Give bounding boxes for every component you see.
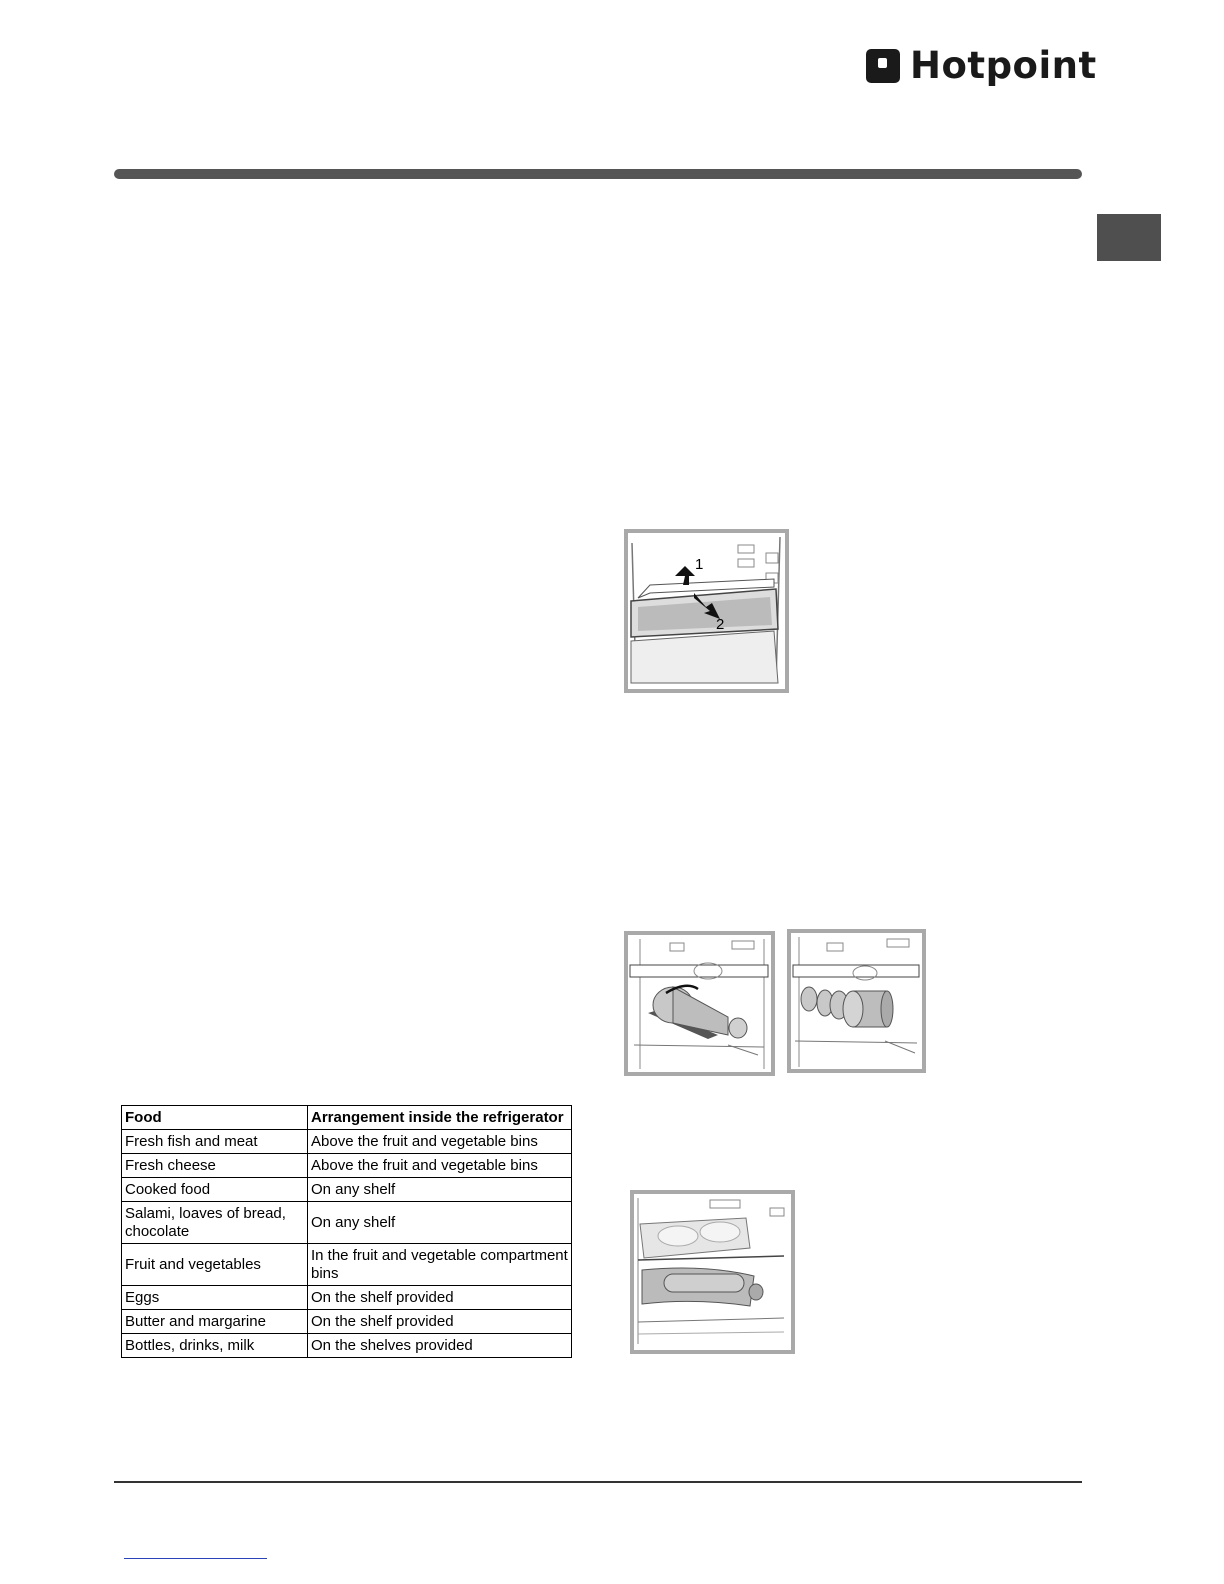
table-header-row bbox=[122, 1106, 572, 1130]
arrangement-cell: On the shelves provided bbox=[308, 1334, 572, 1358]
bottle-holder-illustration bbox=[630, 1190, 795, 1354]
table-row bbox=[122, 1286, 572, 1310]
footer-link-underline[interactable] bbox=[124, 1558, 267, 1559]
shelf-removal-illustration bbox=[624, 529, 789, 693]
table-row bbox=[122, 1178, 572, 1202]
food-arrangement-table bbox=[121, 1105, 572, 1358]
hotpoint-logo-icon bbox=[866, 49, 900, 83]
brand-name: Hotpoint bbox=[910, 44, 1097, 87]
table-row bbox=[122, 1154, 572, 1178]
arrangement-cell: On the shelf provided bbox=[308, 1286, 572, 1310]
table-row bbox=[122, 1130, 572, 1154]
hotpoint-logo bbox=[866, 44, 1097, 88]
step-2-label: 2 bbox=[716, 616, 725, 633]
food-cell: Fruit and vegetables bbox=[122, 1244, 308, 1286]
step-1-label: 1 bbox=[695, 556, 704, 573]
shelf-removal-drawing bbox=[628, 533, 785, 689]
food-cell: Bottles, drinks, milk bbox=[122, 1334, 308, 1358]
food-cell: Eggs bbox=[122, 1286, 308, 1310]
arrangement-cell: On any shelf bbox=[308, 1202, 572, 1244]
arrangement-cell: Above the fruit and vegetable bins bbox=[308, 1154, 572, 1178]
bottle-rack-illustration bbox=[624, 931, 775, 1076]
arrangement-cell: Above the fruit and vegetable bins bbox=[308, 1130, 572, 1154]
arrangement-cell: On the shelf provided bbox=[308, 1310, 572, 1334]
table-row bbox=[122, 1334, 572, 1358]
food-cell: Fresh fish and meat bbox=[122, 1130, 308, 1154]
column-header-arrangement: Arrangement inside the refrigerator bbox=[308, 1106, 572, 1130]
arrangement-cell: In the fruit and vegetable compartment bins bbox=[308, 1244, 572, 1286]
food-cell: Butter and margarine bbox=[122, 1310, 308, 1334]
language-tab bbox=[1097, 214, 1161, 261]
arrangement-cell: On any shelf bbox=[308, 1178, 572, 1202]
can-rack-illustration bbox=[787, 929, 926, 1073]
bottle-rack-drawing bbox=[628, 935, 771, 1072]
food-cell: Salami, loaves of bread, chocolate bbox=[122, 1202, 308, 1244]
table-row bbox=[122, 1310, 572, 1334]
food-cell: Fresh cheese bbox=[122, 1154, 308, 1178]
column-header-food: Food bbox=[122, 1106, 308, 1130]
table-row bbox=[122, 1244, 572, 1286]
can-rack-drawing bbox=[791, 933, 922, 1069]
header-divider bbox=[114, 169, 1082, 179]
food-cell: Cooked food bbox=[122, 1178, 308, 1202]
table-row bbox=[122, 1202, 572, 1244]
footer-divider bbox=[114, 1481, 1082, 1483]
bottle-holder-drawing bbox=[634, 1194, 791, 1350]
